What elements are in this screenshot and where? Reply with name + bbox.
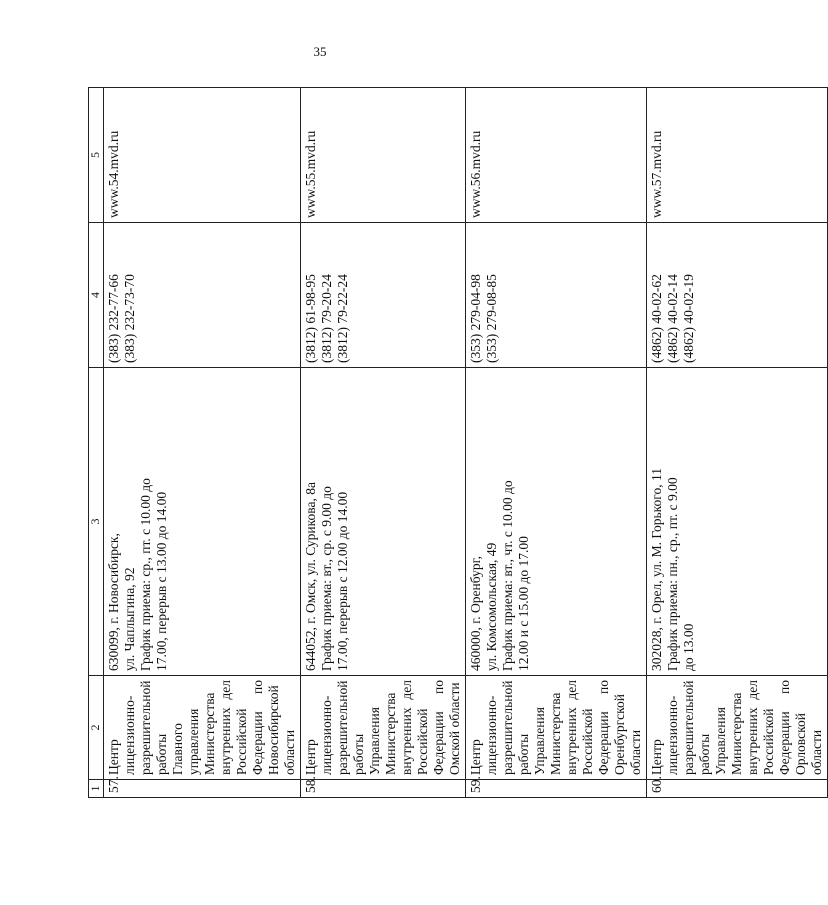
- address-cell: [301, 368, 466, 676]
- table-row: [301, 88, 466, 798]
- address-line: ул. Комсомольская, 49: [484, 542, 499, 671]
- phone-number: (4862) 40-02-62: [649, 274, 664, 363]
- row-number: 58.: [301, 780, 466, 798]
- phone-number: (3812) 79-22-24: [335, 274, 350, 363]
- schedule-line: График приема: вт., ср. с 9.00 до: [319, 486, 334, 671]
- address-line: 460000, г. Оренбург,: [468, 556, 483, 671]
- schedule-line: 17.00, перерыв с 13.00 до 14.00: [154, 491, 169, 671]
- phones-cell: [104, 223, 301, 368]
- header-row: [89, 88, 104, 798]
- schedule-line: до 13.00: [681, 623, 696, 671]
- column-header-5: 5: [89, 88, 104, 223]
- address-cell: [647, 368, 828, 676]
- phone-number: (383) 232-73-70: [122, 274, 137, 363]
- address-line: 630099, г. Новосибирск,: [106, 533, 121, 671]
- website-link[interactable]: www.55.mvd.ru: [303, 130, 318, 218]
- column-header-2: 2: [89, 676, 104, 780]
- website-link[interactable]: www.57.mvd.ru: [649, 130, 664, 218]
- schedule-line: График приема: ср., пт. с 10.00 до: [138, 478, 153, 671]
- row-number: 57.: [104, 780, 301, 798]
- organization-name: Центр лицензионно-разрешительной работы Управления Министерства внутренних дел Российской Федерации по Омской области: [301, 676, 466, 780]
- address-cell: [466, 368, 647, 676]
- registry-table: [88, 87, 828, 798]
- address-line: 302028, г. Орел, ул. М. Горького, 11: [649, 468, 664, 671]
- phone-number: (4862) 40-02-19: [681, 274, 696, 363]
- phone-number: (353) 279-04-98: [468, 274, 483, 363]
- phones-cell: [466, 223, 647, 368]
- phones-cell: [647, 223, 828, 368]
- website-link[interactable]: www.54.mvd.ru: [106, 130, 121, 218]
- phone-number: (3812) 79-20-24: [319, 274, 334, 363]
- organization-name: Центр лицензионно-разрешительной работы Управления Министерства внутренних дел Российской Федерации по Орловской области: [647, 676, 828, 780]
- website-cell: [104, 88, 301, 223]
- phones-cell: [301, 223, 466, 368]
- row-number: 59.: [466, 780, 647, 798]
- address-line: ул. Чаплыгина, 92: [122, 567, 137, 671]
- phone-number: (3812) 61-98-95: [303, 274, 318, 363]
- phone-number: (383) 232-77-66: [106, 274, 121, 363]
- column-header-1: 1: [89, 780, 104, 798]
- organization-name: Центр лицензионно-разрешительной работы Управления Министерства внутренних дел Российской Федерации по Оренбургской области: [466, 676, 647, 780]
- schedule-line: 17.00, перерыв с 12.00 до 14.00: [335, 491, 350, 671]
- address-line: 644052, г. Омск, ул. Сурикова, 8а: [303, 482, 318, 671]
- website-cell: [466, 88, 647, 223]
- website-cell: [647, 88, 828, 223]
- schedule-line: 12.00 и с 15.00 до 17.00: [516, 536, 531, 671]
- schedule-line: График приема: вт., чт. с 10.00 до: [500, 480, 515, 671]
- rotated-table-container: [88, 88, 824, 798]
- phone-number: (353) 279-08-85: [484, 274, 499, 363]
- row-number: 60.: [647, 780, 828, 798]
- schedule-line: График приема: пн., ср., пт. с 9.00: [665, 477, 680, 671]
- website-cell: [301, 88, 466, 223]
- table-row: [104, 88, 301, 798]
- phone-number: (4862) 40-02-14: [665, 274, 680, 363]
- column-header-4: 4: [89, 223, 104, 368]
- page-number: 35: [313, 44, 327, 59]
- organization-name: Центр лицензионно-разрешительной работы Главного управления Министерства внутренних дел Российской Федерации по Новосибирской области: [104, 676, 301, 780]
- website-link[interactable]: www.56.mvd.ru: [468, 130, 483, 218]
- table-row: [647, 88, 828, 798]
- address-cell: [104, 368, 301, 676]
- table-row: [466, 88, 647, 798]
- column-header-3: 3: [89, 368, 104, 676]
